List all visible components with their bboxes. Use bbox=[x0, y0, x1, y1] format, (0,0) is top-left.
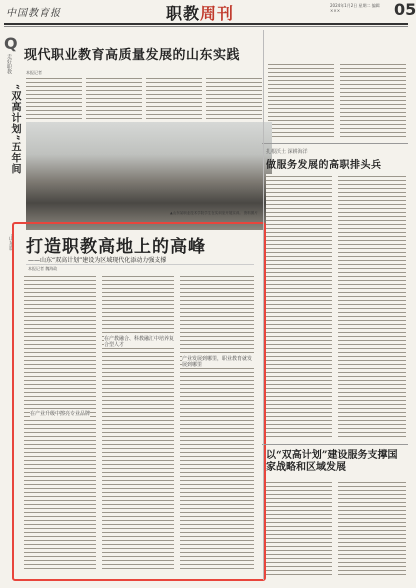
section-title bbox=[166, 1, 234, 24]
side-story-headline: 做服务发展的高职排头兵 bbox=[266, 160, 382, 171]
feature-subheadline: ——山东“双高计划”建设为区域现代化添动力强支撑 bbox=[28, 257, 167, 264]
feature-subhead-3: 产业发展到哪里，职业教育就发展到哪里 bbox=[182, 356, 253, 368]
feature-text-col-1 bbox=[24, 274, 96, 570]
section-title-main: 职教 bbox=[166, 4, 201, 23]
masthead bbox=[0, 0, 416, 23]
lead-text-col-4 bbox=[206, 76, 262, 120]
masthead-rule-thin bbox=[4, 26, 408, 27]
feature-divider bbox=[26, 264, 254, 265]
bottom-story-rule bbox=[262, 444, 408, 445]
feature-byline: 本报记者 魏海政 bbox=[28, 266, 58, 271]
lead-text-col-5 bbox=[268, 62, 334, 140]
feature-subhead-2: 在产教融合、科教融汇中培养复合型人才 bbox=[104, 336, 175, 348]
feature-subhead-1: 在产业升级中擦亮专业品牌 bbox=[30, 411, 91, 417]
newspaper-logo: 中国教育报 bbox=[6, 8, 61, 19]
section-title-accent: 周刊 bbox=[200, 4, 235, 23]
column-divider bbox=[263, 30, 264, 580]
bottom-text-col-2 bbox=[338, 480, 406, 578]
series-title: “双高计划”五年间 bbox=[9, 84, 20, 175]
side-story-rule bbox=[262, 143, 408, 144]
series-q-mark: Q bbox=[4, 34, 18, 53]
series-region: ·山东篇 bbox=[8, 234, 14, 251]
lead-text-col-2 bbox=[86, 76, 142, 120]
bottom-text-col-1 bbox=[266, 480, 332, 578]
dateline: 2024年1月2日 星期二 编辑 ××× bbox=[330, 3, 380, 13]
feature-text-col-3 bbox=[180, 274, 254, 570]
feature-text-col-2 bbox=[102, 274, 174, 570]
lead-text-col-6 bbox=[340, 62, 406, 140]
series-subtitle: 走好职教 bbox=[6, 54, 12, 74]
photo-caption: ▲山东某职业技术学院学生在实训室开展实训。 资料图片 bbox=[170, 211, 258, 215]
page-number: 05 bbox=[394, 0, 416, 19]
side-text-col-2 bbox=[338, 174, 406, 440]
feature-headline: 打造职教高地上的高峰 bbox=[26, 237, 206, 257]
side-text-col-1 bbox=[266, 174, 332, 440]
bottom-story-headline: 以“双高计划”建设服务支撑国家战略和区域发展 bbox=[266, 450, 398, 473]
side-story-tag: 扎根沃土 深耕海洋 bbox=[266, 149, 308, 155]
lead-text-col-1 bbox=[26, 76, 82, 120]
lead-headline: 现代职业教育高质量发展的山东实践 bbox=[24, 48, 241, 63]
lead-text-col-3 bbox=[146, 76, 202, 120]
lead-byline: 本报记者 bbox=[26, 70, 42, 75]
masthead-rule bbox=[4, 23, 408, 25]
